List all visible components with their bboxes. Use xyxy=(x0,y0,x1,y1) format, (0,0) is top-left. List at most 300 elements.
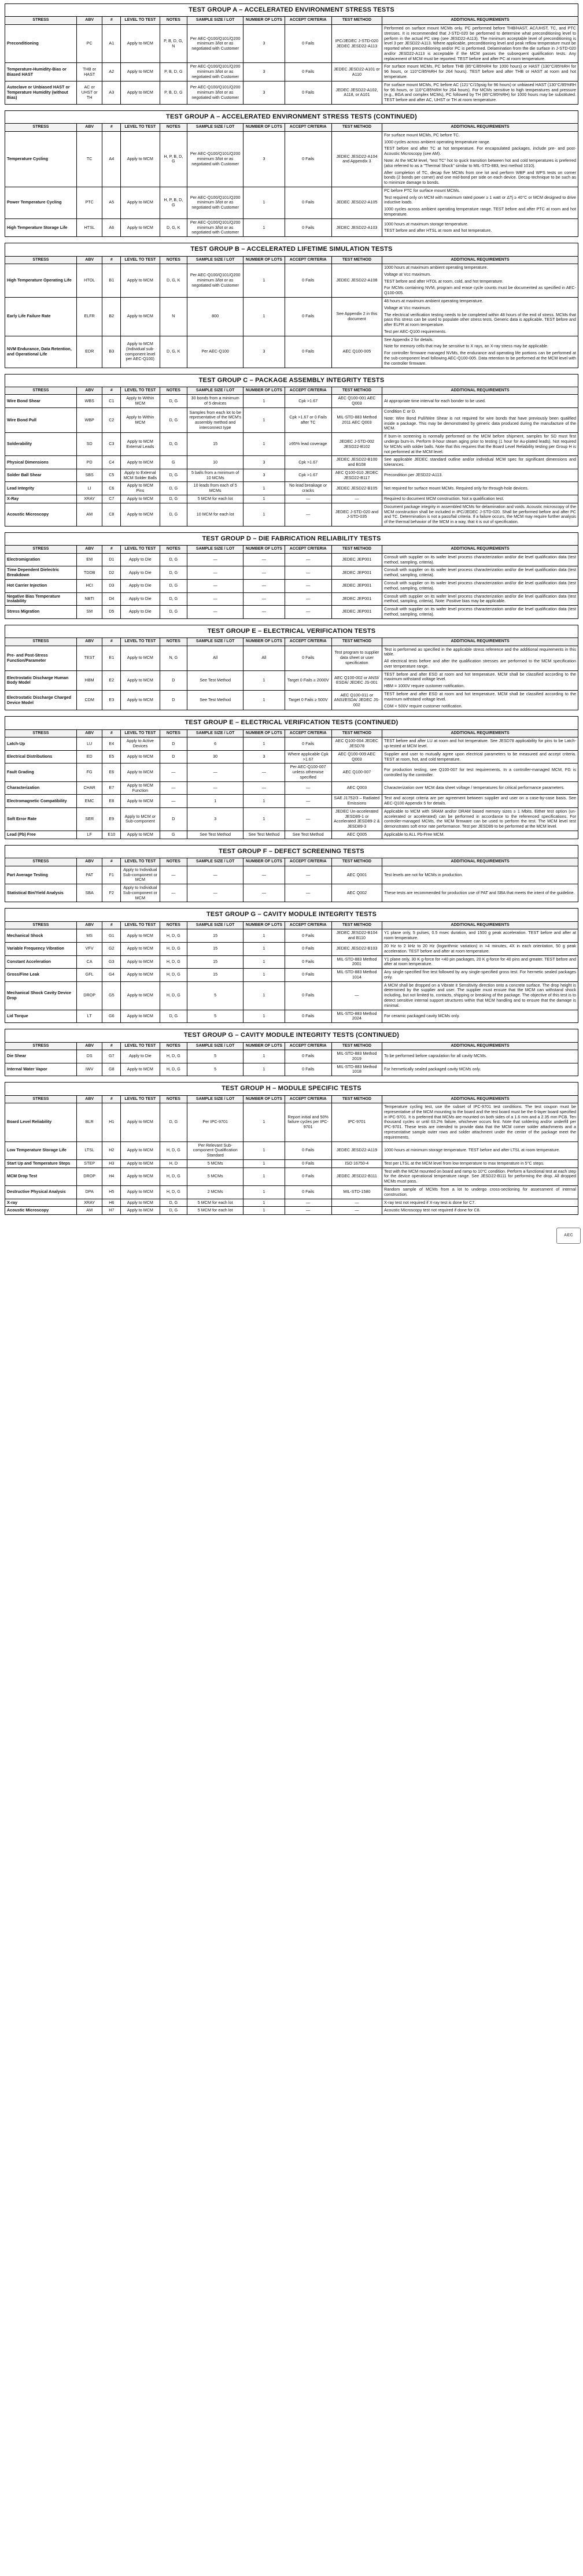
stress-name-cell: Acoustic Microscopy xyxy=(5,503,77,526)
stress-name-cell: Constant Acceleration xyxy=(5,955,77,969)
requirement-paragraph: Supplier and user to mutually agree upon electrical parameters to be measured and accept criteria. TEST at room, hot, and cold temperature. xyxy=(384,751,576,762)
notes-cell: D, G xyxy=(160,433,187,456)
accept-criteria-cell: 0 Fails xyxy=(285,336,331,368)
abbreviation-cell: PC xyxy=(76,24,102,62)
requirement-paragraph: At appropriate time interval for each bonder to be used. xyxy=(384,398,486,403)
sample-size-cell: — xyxy=(187,579,243,592)
requirement-paragraph: The electrical verification testing needs to be completed within 48 hours of the end of stress. MCMs that pass this stress can be used to populate other stress tests. Generic data is applicable. TEST before and after ELFR at room temperature. xyxy=(384,312,576,328)
abbreviation-cell: AM xyxy=(76,1207,102,1215)
abbreviation-cell: DROP xyxy=(76,1167,102,1185)
number-of-lots-cell: 1 xyxy=(243,395,285,408)
additional-requirements-cell xyxy=(382,1141,578,1159)
column-header-method: TEST METHOD xyxy=(331,1095,382,1103)
abbreviation-cell: TC xyxy=(76,131,102,187)
column-header-requirements: ADDITIONAL REQUIREMENTS xyxy=(382,256,578,264)
notes-cell: — xyxy=(160,763,187,781)
column-header-sample-size: SAMPLE SIZE / LOT xyxy=(187,546,243,554)
table-row xyxy=(5,482,578,495)
additional-requirements-cell xyxy=(382,1199,578,1207)
sample-size-cell: — xyxy=(187,884,243,902)
stress-name-cell: Stress Migration xyxy=(5,606,77,619)
column-header-abv: ABV xyxy=(76,546,102,554)
abbreviation-cell: DS xyxy=(76,1050,102,1063)
test-group-section xyxy=(5,908,578,1023)
additional-requirements-cell xyxy=(382,336,578,368)
test-number-cell: E3 xyxy=(102,691,121,710)
additional-requirements-cell xyxy=(382,831,578,839)
accept-criteria-cell: 0 Fails xyxy=(285,981,331,1010)
requirement-paragraph: CDM < 500V require customer notification. xyxy=(384,703,463,709)
test-number-cell: E4 xyxy=(102,737,121,751)
abbreviation-cell: TEST xyxy=(76,646,102,670)
column-header-requirements: ADDITIONAL REQUIREMENTS xyxy=(382,546,578,554)
stress-name-cell: Power Temperature Cycling xyxy=(5,187,77,218)
test-method-cell: JEDEC JESD22-B104 and B110 xyxy=(331,929,382,943)
table-row xyxy=(5,807,578,831)
test-number-cell: G6 xyxy=(102,1010,121,1023)
additional-requirements-cell xyxy=(382,670,578,690)
requirement-paragraph: Consult with supplier on its wafer level process characterization and/or die level qualification data (test method, sampling, criteria). xyxy=(384,606,576,617)
abbreviation-cell: SER xyxy=(76,807,102,831)
accept-criteria-cell: 0 Fails xyxy=(285,1186,331,1199)
column-header-sample-size: SAMPLE SIZE / LOT xyxy=(187,729,243,737)
table-row xyxy=(5,750,578,763)
sample-size-cell: 15 xyxy=(187,969,243,982)
column-header-accept: ACCEPT CRITERIA xyxy=(285,1042,331,1050)
accept-criteria-cell: — xyxy=(285,781,331,795)
column-header-method: TEST METHOD xyxy=(331,638,382,646)
requirement-paragraph: A MCM shall be dropped on a Vibrate it Sensitivity direction onto a concrete surface. The drop height is determined by the supplier and user. The supplier must ensure that the MCM can withstand shock including, but not limited to, contacts, shipping or breaking of the package. The objective of this test is to detect sensitive internal support structures within that MCM handling and to ensure that the damage is minimal. xyxy=(384,982,576,1008)
abbreviation-cell: EMC xyxy=(76,795,102,808)
additional-requirements-cell xyxy=(382,24,578,62)
test-number-cell: B2 xyxy=(102,297,121,336)
column-header-accept: ACCEPT CRITERIA xyxy=(285,1095,331,1103)
test-group-table xyxy=(5,256,578,368)
additional-requirements-cell xyxy=(382,1050,578,1063)
sample-size-cell: — xyxy=(187,566,243,580)
stress-name-cell: High Temperature Operating Life xyxy=(5,264,77,298)
test-method-cell: JEDEC JESD22-A104 and Appendix 3 xyxy=(331,131,382,187)
number-of-lots-cell: 1 xyxy=(243,807,285,831)
notes-cell: G xyxy=(160,831,187,839)
test-group-section xyxy=(5,374,578,527)
requirement-paragraph: For surface mount MCMs, PC before AC (121°C/15psig for 96 hours) or unbiased HAST (130°C/85%RH for 96 hours, or 110°C/85%RH for 264 hours). For MCMs sensitive to high temperatures and pressure (e.g., BGA and complex MCMs), PC followed by TH (85°C/85%RH) for 1000 hours may be substituted. TEST before and after AC, UHST or TH at room temperature. xyxy=(384,81,576,103)
number-of-lots-cell: 1 xyxy=(243,218,285,236)
table-row xyxy=(5,795,578,808)
notes-cell: D, G xyxy=(160,408,187,433)
notes-cell: P, B, D, G, N xyxy=(160,24,187,62)
number-of-lots-cell: 1 xyxy=(243,795,285,808)
level-to-test-cell: Apply to Die xyxy=(121,1050,160,1063)
level-to-test-cell: Apply to MCM xyxy=(121,187,160,218)
level-to-test-cell: Apply to MCM xyxy=(121,955,160,969)
column-header-method: TEST METHOD xyxy=(331,387,382,395)
test-number-cell: C5 xyxy=(102,469,121,482)
additional-requirements-cell xyxy=(382,606,578,619)
test-method-cell: — xyxy=(331,495,382,503)
sample-size-cell: Per AEC-Q100/Q101/Q200 minimum 3/lot or as negotiated with Customer xyxy=(187,131,243,187)
number-of-lots-cell: 1 xyxy=(243,670,285,690)
test-method-cell: JEDEC JESD22-A101 or A110 xyxy=(331,63,382,81)
sample-size-cell: 15 xyxy=(187,433,243,456)
column-header-accept: ACCEPT CRITERIA xyxy=(285,638,331,646)
additional-requirements-cell xyxy=(382,1063,578,1076)
number-of-lots-cell: 1 xyxy=(243,929,285,943)
level-to-test-cell: Apply to MCM xyxy=(121,981,160,1010)
notes-cell: H, D, G xyxy=(160,969,187,982)
stress-name-cell: NVM Endurance, Data Retention, and Operational Life xyxy=(5,336,77,368)
test-number-cell: D5 xyxy=(102,606,121,619)
test-number-cell: E5 xyxy=(102,750,121,763)
level-to-test-cell: Apply to MCM xyxy=(121,297,160,336)
test-number-cell: A1 xyxy=(102,24,121,62)
number-of-lots-cell: — xyxy=(243,579,285,592)
notes-cell: P, B, D, G xyxy=(160,63,187,81)
accept-criteria-cell: Where applicable Cpk >1.67 xyxy=(285,750,331,763)
column-header-notes: NOTES xyxy=(160,387,187,395)
requirement-paragraph: For MCMs containing NVM, program and erase cycle counts must be documented as specified in AEC-Q100-005. xyxy=(384,285,576,296)
number-of-lots-cell: 1 xyxy=(243,1063,285,1076)
stress-name-cell: Variable Frequency Vibration xyxy=(5,942,77,955)
accept-criteria-cell: 0 Fails xyxy=(285,942,331,955)
number-of-lots-cell: 1 xyxy=(243,1103,285,1141)
notes-cell: H, D, G xyxy=(160,1050,187,1063)
test-number-cell: E1 xyxy=(102,646,121,670)
sample-size-cell: — xyxy=(187,553,243,566)
requirement-paragraph: After completion of TC, decap five MCMs from one lot and perform WBP and WPS tests on corner bonds (2 bonds per corner) and one mid-bond per side on each device. Decap technique to be such as to minimize damage to bonds. xyxy=(384,169,576,186)
abbreviation-cell: WBS xyxy=(76,395,102,408)
test-method-cell: AEC Q100-009 AEC Q003 xyxy=(331,750,382,763)
stress-name-cell: Electrostatic Discharge Charged Device Model xyxy=(5,691,77,710)
sample-size-cell: 30 bonds from a minimum of 5 devices xyxy=(187,395,243,408)
column-header-sample-size: SAMPLE SIZE / LOT xyxy=(187,256,243,264)
test-group-section xyxy=(5,3,578,105)
number-of-lots-cell: 1 xyxy=(243,969,285,982)
accept-criteria-cell: — xyxy=(285,579,331,592)
additional-requirements-cell xyxy=(382,63,578,81)
column-header-accept: ACCEPT CRITERIA xyxy=(285,17,331,25)
accept-criteria-cell: — xyxy=(285,1207,331,1215)
level-to-test-cell: Apply to External MCM Solder Balls xyxy=(121,469,160,482)
column-header-lots: NUMBER OF LOTS xyxy=(243,921,285,929)
abbreviation-cell: SD xyxy=(76,433,102,456)
number-of-lots-cell: — xyxy=(243,763,285,781)
column-header-lots: NUMBER OF LOTS xyxy=(243,387,285,395)
column-header-accept: ACCEPT CRITERIA xyxy=(285,546,331,554)
column-header-notes: NOTES xyxy=(160,729,187,737)
level-to-test-cell: Apply to MCM xyxy=(121,969,160,982)
test-number-cell: G2 xyxy=(102,942,121,955)
table-header-row xyxy=(5,387,578,395)
number-of-lots-cell: 1 xyxy=(243,942,285,955)
column-header-requirements: ADDITIONAL REQUIREMENTS xyxy=(382,1042,578,1050)
test-method-cell: JEDEC JEP001 xyxy=(331,592,382,606)
number-of-lots-cell: 1 xyxy=(243,495,285,503)
notes-cell: H, D, G xyxy=(160,1167,187,1185)
table-row xyxy=(5,763,578,781)
stress-name-cell: Internal Water Vapor xyxy=(5,1063,77,1076)
stress-name-cell: Latch-Up xyxy=(5,737,77,751)
number-of-lots-cell: 1 xyxy=(243,1167,285,1185)
column-header-level: LEVEL TO TEST xyxy=(121,256,160,264)
test-method-cell: JEDEC JESD22-A105 xyxy=(331,187,382,218)
test-method-cell: JEDEC JESD22-A108 xyxy=(331,264,382,298)
accept-criteria-cell: — xyxy=(285,1199,331,1207)
level-to-test-cell: Apply to MCM Pins xyxy=(121,482,160,495)
requirement-paragraph: Applicable to ALL Pb-Free MCM. xyxy=(384,832,445,837)
abbreviation-cell: THB or HAST xyxy=(76,63,102,81)
requirement-paragraph: Test levels are not for MCMs in production. xyxy=(384,872,463,877)
additional-requirements-cell xyxy=(382,495,578,503)
table-row xyxy=(5,456,578,469)
table-row xyxy=(5,884,578,902)
test-method-cell: AEC Q100-011 or ANSI/ESDA/ JEDEC JS-002 xyxy=(331,691,382,710)
level-to-test-cell: Apply to Individual Sub-component or MCM xyxy=(121,884,160,902)
column-header-method: TEST METHOD xyxy=(331,124,382,132)
abbreviation-cell: VFV xyxy=(76,942,102,955)
additional-requirements-cell xyxy=(382,1207,578,1215)
sample-size-cell: 15 xyxy=(187,929,243,943)
test-group-section xyxy=(5,110,578,237)
sample-size-cell: Per AEC-Q100 xyxy=(187,336,243,368)
table-header-row xyxy=(5,17,578,25)
level-to-test-cell: Apply to MCM xyxy=(121,1010,160,1023)
additional-requirements-cell xyxy=(382,1010,578,1023)
column-header-abv: ABV xyxy=(76,638,102,646)
level-to-test-cell: Apply to MCM xyxy=(121,750,160,763)
footer-logo-area xyxy=(0,1226,583,1244)
level-to-test-cell: Apply to MCM xyxy=(121,495,160,503)
accept-criteria-cell: — xyxy=(285,606,331,619)
table-header-row xyxy=(5,1042,578,1050)
notes-cell: D, G xyxy=(160,579,187,592)
column-header-sample-size: SAMPLE SIZE / LOT xyxy=(187,387,243,395)
test-method-cell: AEC Q100-007 xyxy=(331,763,382,781)
requirement-paragraph: If burn-in screening is normally performed on the MCM before shipment, samples for SD must first undergo burn-in. Perform 8-hour steam aging prior to testing (1 hour for Au-plated leads). Not required for MCMs with solder balls. Note that this requires that the Board Level Reliability testing per Group H is not performed at the MCM level. xyxy=(384,433,576,454)
sample-size-cell: — xyxy=(187,781,243,795)
test-number-cell: C8 xyxy=(102,503,121,526)
column-header-number: # xyxy=(102,638,121,646)
sample-size-cell: Samples from each lot to be representative of the MCM's assembly method and interconnect type xyxy=(187,408,243,433)
column-header-level: LEVEL TO TEST xyxy=(121,729,160,737)
sample-size-cell: 15 xyxy=(187,942,243,955)
additional-requirements-cell xyxy=(382,566,578,580)
additional-requirements-cell xyxy=(382,503,578,526)
column-header-accept: ACCEPT CRITERIA xyxy=(285,729,331,737)
requirement-paragraph: 1000 cycles across ambient operating temperature range. xyxy=(384,139,490,144)
test-number-cell: C6 xyxy=(102,482,121,495)
stress-name-cell: Physical Dimensions xyxy=(5,456,77,469)
stress-name-cell: Wire Bond Pull xyxy=(5,408,77,433)
sample-size-cell: Per AEC-Q100/Q101/Q200 minimum 3/lot or as negotiated with Customer xyxy=(187,63,243,81)
notes-cell: H, D, G xyxy=(160,1186,187,1199)
additional-requirements-cell xyxy=(382,807,578,831)
notes-cell: — xyxy=(160,795,187,808)
number-of-lots-cell: 1 xyxy=(243,1207,285,1215)
sample-size-cell: 5 MCM for each lot xyxy=(187,495,243,503)
stress-name-cell: Lid Torque xyxy=(5,1010,77,1023)
stress-name-cell: Mechanical Shock Cavity Device Drop xyxy=(5,981,77,1010)
notes-cell: D, G xyxy=(160,553,187,566)
table-row xyxy=(5,737,578,751)
test-method-cell: JEDEC J-STD-002 JESD22-B102 xyxy=(331,433,382,456)
abbreviation-cell: HTSL xyxy=(76,218,102,236)
additional-requirements-cell xyxy=(382,866,578,884)
column-header-number: # xyxy=(102,124,121,132)
table-header-row xyxy=(5,638,578,646)
table-row xyxy=(5,24,578,62)
abbreviation-cell: SBA xyxy=(76,884,102,902)
requirement-paragraph: Test required only on MCM with maximum rated power ≥ 1 watt or ΔTj ≥ 40°C or MCM designed to drive inductive loads. xyxy=(384,194,576,205)
level-to-test-cell: Apply to MCM xyxy=(121,1199,160,1207)
test-method-cell: JEDEC JESD22-B103 xyxy=(331,942,382,955)
column-header-stress: STRESS xyxy=(5,546,77,554)
test-number-cell: G7 xyxy=(102,1050,121,1063)
table-row xyxy=(5,691,578,710)
level-to-test-cell: Apply to MCM xyxy=(121,646,160,670)
requirement-paragraph: Test with the MCM mounted on board and ramp to 10°C condition. Perform a functional test at each step for the device operational temperature range. See JESD22-B111 for performing the drop. All dropped MCMs must pass. xyxy=(384,1168,576,1184)
notes-cell: H, D, G xyxy=(160,942,187,955)
stress-name-cell: Acoustic Microscopy xyxy=(5,1207,77,1215)
additional-requirements-cell xyxy=(382,750,578,763)
column-header-sample-size: SAMPLE SIZE / LOT xyxy=(187,17,243,25)
stress-name-cell: Start Up and Temperature Steps xyxy=(5,1159,77,1167)
abbreviation-cell: LT xyxy=(76,1010,102,1023)
sample-size-cell: 10 xyxy=(187,456,243,469)
requirement-paragraph: TEST before and after HTSL at room and hot temperature. xyxy=(384,228,492,233)
requirement-paragraph: Precondition per JESD22-A113. xyxy=(384,472,443,478)
table-row xyxy=(5,1141,578,1159)
notes-cell: N, G xyxy=(160,646,187,670)
number-of-lots-cell: 3 xyxy=(243,750,285,763)
number-of-lots-cell: 1 xyxy=(243,981,285,1010)
abbreviation-cell: HTOL xyxy=(76,264,102,298)
test-method-cell: AEC Q100-010 JEDEC JESD22-B117 xyxy=(331,469,382,482)
additional-requirements-cell xyxy=(382,1103,578,1141)
requirement-paragraph: For surface mount MCMs, PC before TC. xyxy=(384,132,460,138)
additional-requirements-cell xyxy=(382,1167,578,1185)
requirement-paragraph: See Appendix 2 for details. xyxy=(384,336,434,342)
test-method-cell: AEC Q003 xyxy=(331,781,382,795)
sample-size-cell: 5 xyxy=(187,981,243,1010)
requirement-paragraph: For hermetically sealed packaged cavity MCMs only. xyxy=(384,1066,481,1072)
test-group-title: TEST GROUP D – DIE FABRICATION RELIABILITY TESTS xyxy=(5,532,578,545)
requirement-paragraph: See applicable JEDEC standard outline and/or individual MCM spec for significant dimensions and tolerances. xyxy=(384,457,576,468)
column-header-requirements: ADDITIONAL REQUIREMENTS xyxy=(382,921,578,929)
level-to-test-cell: Apply to MCM xyxy=(121,81,160,104)
accept-criteria-cell: Target 0 Fails ≥ 500V xyxy=(285,691,331,710)
test-group-title: TEST GROUP B – ACCELERATED LIFETIME SIMULATION TESTS xyxy=(5,243,578,255)
column-header-stress: STRESS xyxy=(5,17,77,25)
test-number-cell: E9 xyxy=(102,807,121,831)
sample-size-cell: 5 xyxy=(187,1010,243,1023)
column-header-lots: NUMBER OF LOTS xyxy=(243,729,285,737)
accept-criteria-cell: ≥95% lead coverage xyxy=(285,433,331,456)
column-header-sample-size: SAMPLE SIZE / LOT xyxy=(187,921,243,929)
test-number-cell: D2 xyxy=(102,566,121,580)
abbreviation-cell: WBP xyxy=(76,408,102,433)
table-row xyxy=(5,408,578,433)
table-row xyxy=(5,579,578,592)
accept-criteria-cell: Cpk >1.67 xyxy=(285,456,331,469)
test-number-cell: G1 xyxy=(102,929,121,943)
abbreviation-cell: FG xyxy=(76,763,102,781)
table-header-row xyxy=(5,729,578,737)
notes-cell: H, D, G xyxy=(160,981,187,1010)
column-header-abv: ABV xyxy=(76,387,102,395)
stress-name-cell: Fault Grading xyxy=(5,763,77,781)
notes-cell: D, G xyxy=(160,1199,187,1207)
column-header-stress: STRESS xyxy=(5,729,77,737)
accept-criteria-cell: Report initial and 50% failure cycles per IPC-9701 xyxy=(285,1103,331,1141)
level-to-test-cell: Apply to MCM (Individual sub-component level per AEC-Q100) xyxy=(121,336,160,368)
column-header-stress: STRESS xyxy=(5,1095,77,1103)
test-number-cell: H2 xyxy=(102,1141,121,1159)
accept-criteria-cell: — xyxy=(285,553,331,566)
test-method-cell: JEDEC JESD22-A103 xyxy=(331,218,382,236)
test-number-cell: H1 xyxy=(102,1103,121,1141)
accept-criteria-cell: — xyxy=(285,807,331,831)
notes-cell: H, D, G xyxy=(160,1141,187,1159)
additional-requirements-cell xyxy=(382,297,578,336)
number-of-lots-cell: — xyxy=(243,866,285,884)
column-header-stress: STRESS xyxy=(5,256,77,264)
number-of-lots-cell: 3 xyxy=(243,336,285,368)
test-group-table xyxy=(5,16,578,104)
additional-requirements-cell xyxy=(382,1186,578,1199)
stress-name-cell: Lead (Pb) Free xyxy=(5,831,77,839)
additional-requirements-cell xyxy=(382,433,578,456)
table-header-row xyxy=(5,546,578,554)
test-group-section xyxy=(5,532,578,619)
test-number-cell: G4 xyxy=(102,969,121,982)
stress-name-cell: X-Ray xyxy=(5,495,77,503)
level-to-test-cell: Apply to Die xyxy=(121,566,160,580)
notes-cell: D, G xyxy=(160,1010,187,1023)
test-method-cell: JEDEC JESD22-B111 xyxy=(331,1167,382,1185)
number-of-lots-cell: 3 xyxy=(243,456,285,469)
number-of-lots-cell: 1 xyxy=(243,264,285,298)
table-row xyxy=(5,495,578,503)
column-header-abv: ABV xyxy=(76,17,102,25)
test-method-cell: JEDEC J-STD-020 and J-STD-035 xyxy=(331,503,382,526)
requirement-paragraph: Temperature cycling test, use the subset of IPC-9701 test conditions. The test coupon must be representative of the MCM mounting to the board and the test board must be the 6-layer board specified in IPC-9701. It is preferred that MCMs are mounted on both sides of a 1.6 mm and a 2.35 mm PCB. Ten thousand cycles or until 63.2% failure, whichever occurs first. Note that soldering and/or underfill per IPC-9701. These tests are intended to provide data that the MCM corner solder attachments and a representative sample outer rows and solder attachment under the center of the package meet the requirements. xyxy=(384,1104,576,1140)
table-row xyxy=(5,395,578,408)
accept-criteria-cell: Target 0 Fails ≥ 2000V xyxy=(285,670,331,690)
notes-cell: D xyxy=(160,670,187,690)
table-header-row xyxy=(5,921,578,929)
abbreviation-cell: AC or UHST or TH xyxy=(76,81,102,104)
stress-name-cell: Temperature Cycling xyxy=(5,131,77,187)
additional-requirements-cell xyxy=(382,482,578,495)
table-row xyxy=(5,131,578,187)
column-header-level: LEVEL TO TEST xyxy=(121,1042,160,1050)
accept-criteria-cell: No lead breakage or cracks xyxy=(285,482,331,495)
accept-criteria-cell: 0 Fails xyxy=(285,1167,331,1185)
column-header-abv: ABV xyxy=(76,921,102,929)
notes-cell: — xyxy=(160,781,187,795)
requirement-paragraph: Applicable to MCM with SRAM and/or DRAM based memory sizes ≥ 1 Mbits. Either test option (un-accelerated or accelerated) can be performed in accordance to the referenced specifications. For controller-managed MCMs, the MCM firmware can be used to perform the test. The MCM level test demonstrates soft error rate performance. Test per JESD89 to be performed at the MCM level. xyxy=(384,808,576,829)
additional-requirements-cell xyxy=(382,553,578,566)
sample-size-cell: 6 xyxy=(187,737,243,751)
test-number-cell: B1 xyxy=(102,264,121,298)
column-header-level: LEVEL TO TEST xyxy=(121,546,160,554)
column-header-stress: STRESS xyxy=(5,1042,77,1050)
table-row xyxy=(5,981,578,1010)
requirement-paragraph: TEST before and after TC at hot temperature. For encapsulated packages, include pre- and post-Acoustic Microscopy (see AM). xyxy=(384,146,576,157)
column-header-lots: NUMBER OF LOTS xyxy=(243,1042,285,1050)
requirement-paragraph: To be performed before capsulation for all cavity MCMs. xyxy=(384,1053,487,1059)
